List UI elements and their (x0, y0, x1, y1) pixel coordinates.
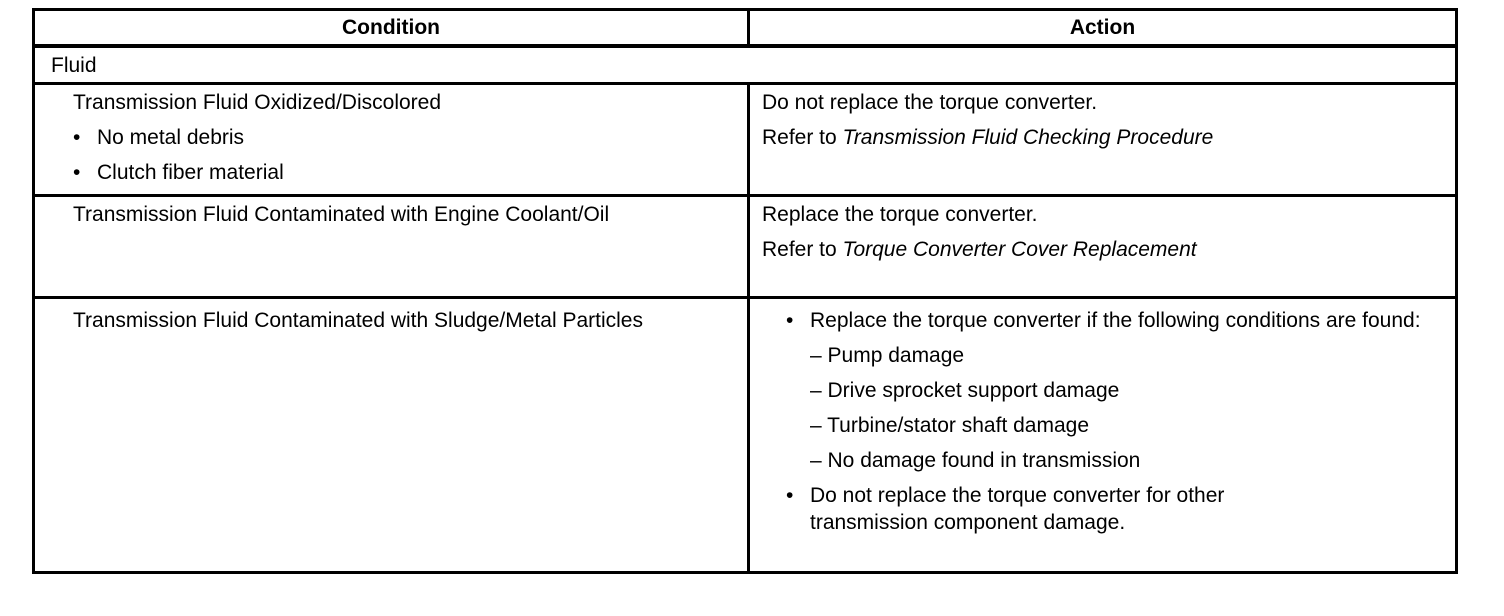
section-row (34, 46, 1457, 84)
action-text: Do not replace the torque converter. (762, 91, 1098, 114)
condition-title: Transmission Fluid Contaminated with Engine Coolant/Oil (73, 203, 610, 226)
bullet-text: Do not replace the torque converter for other transmission component damage. (810, 484, 1225, 534)
bullet-text: No metal debris (97, 126, 245, 149)
condition-cell (34, 84, 749, 196)
condition-bullet (73, 124, 733, 151)
table-row (34, 84, 1457, 196)
action-reference (762, 124, 1441, 151)
header-row (34, 10, 1457, 47)
bullet-mark: • (73, 126, 81, 149)
condition-action-table (32, 8, 1458, 574)
condition-cell (34, 196, 749, 298)
action-header: Action (749, 10, 1457, 47)
action-bullet (786, 307, 1441, 334)
action-text: Replace the torque converter. (762, 203, 1038, 226)
sub-list-item: – Pump damage (810, 344, 965, 367)
action-cell (749, 196, 1457, 298)
table-row (34, 298, 1457, 573)
condition-bullet (73, 159, 733, 186)
condition-title: Transmission Fluid Oxidized/Discolored (73, 91, 442, 114)
action-cell (749, 298, 1457, 573)
action-bullet (786, 482, 1441, 536)
action-cell (749, 84, 1457, 196)
condition-title: Transmission Fluid Contaminated with Sludge/Metal Particles (73, 309, 643, 332)
table-row (34, 196, 1457, 298)
reference-link[interactable]: Transmission Fluid Checking Procedure (842, 126, 1214, 149)
bullet-text: Clutch fiber material (97, 161, 284, 184)
bullet-mark: • (73, 161, 81, 184)
bullet-text: Replace the torque converter if the following conditions are found: (810, 309, 1421, 332)
reference-link[interactable]: Torque Converter Cover Replacement (842, 238, 1197, 261)
sub-list-item: – No damage found in transmission (810, 449, 1141, 472)
refer-prefix: Refer to (762, 238, 843, 261)
condition-header: Condition (34, 10, 749, 47)
refer-prefix: Refer to (762, 126, 843, 149)
sub-list-item: – Drive sprocket support damage (810, 379, 1120, 402)
condition-cell (34, 298, 749, 573)
section-label: Fluid (34, 46, 1457, 84)
sub-list-item: – Turbine/stator shaft damage (810, 414, 1089, 437)
bullet-mark: • (786, 309, 794, 332)
bullet-mark: • (786, 484, 794, 507)
action-reference (762, 236, 1441, 263)
